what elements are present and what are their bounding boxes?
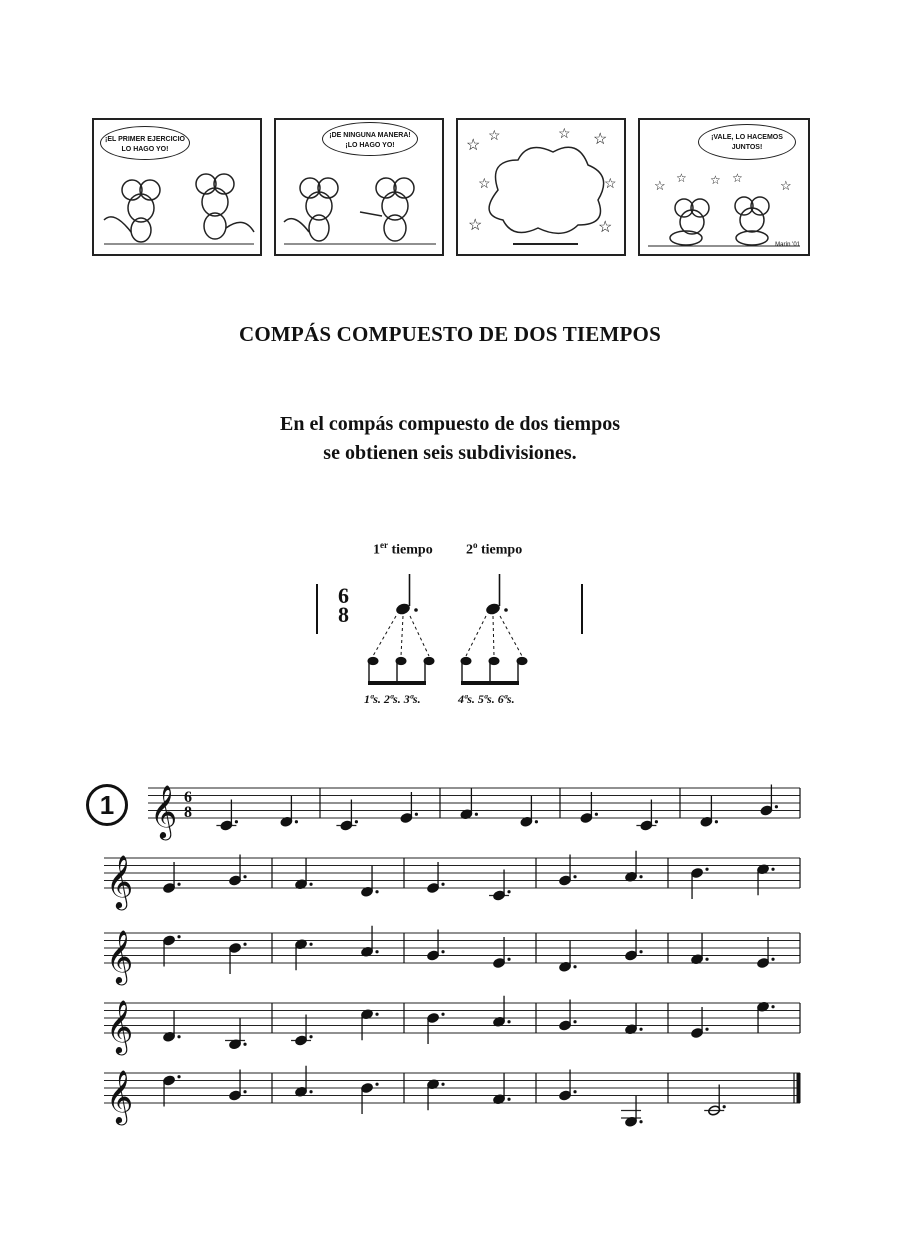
treble-clef: 𝄞 [106,1001,134,1052]
treble-clef: 𝄞 [150,786,178,837]
beat-label-2: 2$^o$ tiempo [466,540,523,558]
treble-clef: 𝄞 [106,1071,134,1122]
speech-bubble: ¡EL PRIMER EJERCICIO LO HAGO YO! [100,126,190,160]
description-line-2: se obtienen seis subdivisiones. [323,442,577,464]
augmentation-dot [243,875,246,878]
augmentation-dot [507,1020,510,1023]
speech-bubble: ¡DE NINGUNA MANERA! ¡LO HAGO YO! [322,122,418,156]
diagram-time-signature: 6 8 [338,583,349,627]
augmentation-dot [375,950,378,953]
augmentation-dot [639,875,642,878]
augmentation-dot [507,1098,510,1101]
augmentation-dot [573,1020,576,1023]
augmentation-dot [243,1043,246,1046]
subdivision-label-1: 1ªs. 2ªs. 3ªs. [364,692,421,706]
augmentation-dot [355,820,358,823]
augmentation-dot [441,950,444,953]
augmentation-dot [243,943,246,946]
augmentation-dot [705,868,708,871]
augmentation-dot [595,813,598,816]
svg-text:☆: ☆ [598,219,613,236]
svg-text:☆: ☆ [654,178,666,193]
augmentation-dot [475,813,478,816]
svg-text:☆: ☆ [466,137,481,154]
svg-text:☆: ☆ [478,177,491,192]
augmentation-dot [375,1083,378,1086]
svg-text:☆: ☆ [488,129,501,144]
augmentation-dot [441,1083,444,1086]
svg-text:☆: ☆ [676,171,687,185]
augmentation-dot [375,890,378,893]
augmentation-dot [775,805,778,808]
svg-text:☆: ☆ [710,173,721,187]
augmentation-dot [573,965,576,968]
augmentation-dot [715,820,718,823]
augmentation-dot [771,868,774,871]
beat-label-1: 1er tiempo [373,540,433,558]
treble-clef: 𝄞 [106,931,134,982]
svg-text:☆: ☆ [604,177,617,192]
treble-clef: 𝄞 [106,856,134,907]
svg-text:☆: ☆ [558,127,571,142]
svg-text:☆: ☆ [732,171,743,185]
time-signature-bottom: 8 [184,804,192,821]
augmentation-dot [441,1013,444,1016]
augmentation-dot [507,890,510,893]
augmentation-dot [415,813,418,816]
augmentation-dot [177,883,180,886]
artist-signature: Marín '01 [775,242,800,248]
augmentation-dot [309,883,312,886]
svg-text:☆: ☆ [780,178,792,193]
augmentation-dot [235,820,238,823]
augmentation-dot [705,958,708,961]
page-title: COMPÁS COMPUESTO DE DOS TIEMPOS [239,322,661,346]
description-line-1: En el compás compuesto de dos tiempos [279,413,620,435]
augmentation-dot [375,1013,378,1016]
augmentation-dot [243,1090,246,1093]
augmentation-dot [535,820,538,823]
augmentation-dot [177,1035,180,1038]
augmentation-dot [573,875,576,878]
augmentation-dot [177,1075,180,1078]
augmentation-dot [771,1005,774,1008]
augmentation-dot [309,943,312,946]
augmentation-dot [639,1028,642,1031]
augmentation-dot [573,1090,576,1093]
speech-bubble: ¡VALE, LO HACEMOS JUNTOS! [698,124,796,160]
subdivision-label-2: 4ªs. 5ªs. 6ªs. [458,692,515,706]
augmentation-dot [705,1028,708,1031]
augmentation-dot [309,1090,312,1093]
time-signature-top: 6 [184,789,192,806]
augmentation-dot [639,1120,642,1123]
svg-text:☆: ☆ [593,131,608,148]
augmentation-dot [723,1105,726,1108]
exercise-number: 1 [86,784,128,826]
augmentation-dot [639,950,642,953]
augmentation-dot [177,935,180,938]
augmentation-dot [507,958,510,961]
augmentation-dot [771,958,774,961]
augmentation-dot [295,820,298,823]
augmentation-dot [655,820,658,823]
svg-text:☆: ☆ [468,217,483,234]
augmentation-dot [309,1035,312,1038]
augmentation-dot [441,883,444,886]
